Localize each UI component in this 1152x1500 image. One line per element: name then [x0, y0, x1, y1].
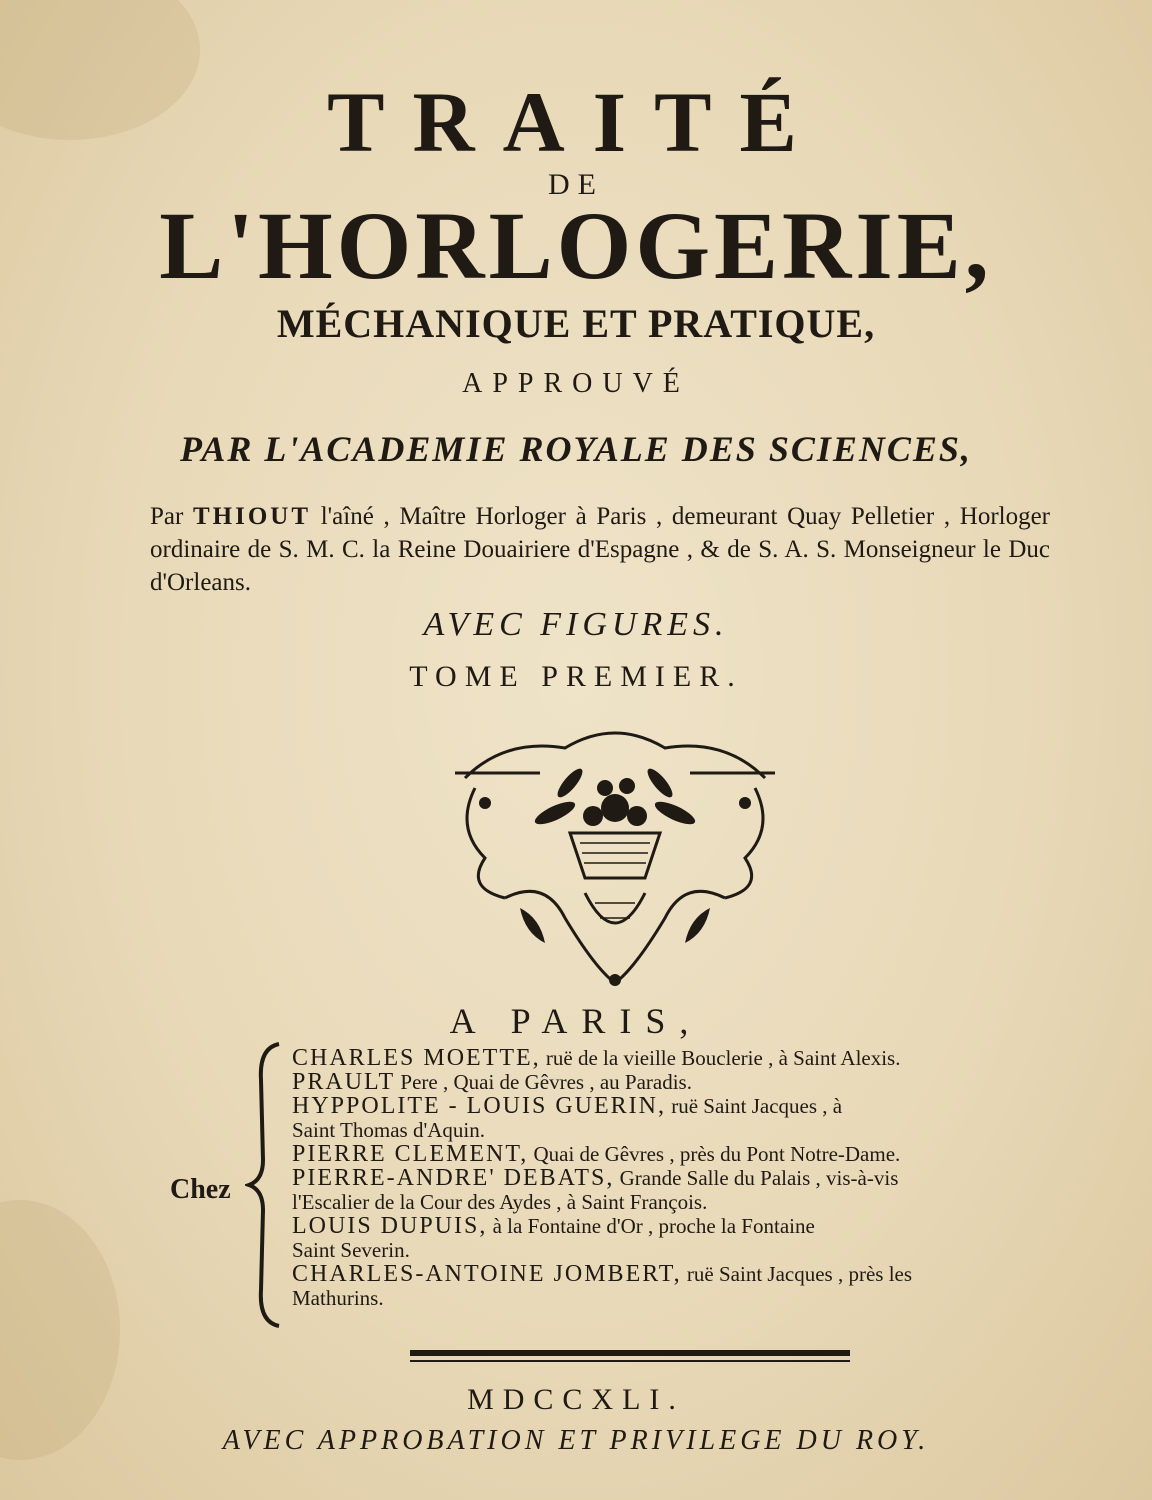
curly-brace	[245, 1040, 285, 1330]
imprint-city: A PARIS,	[449, 1001, 703, 1041]
seller-entry: LOUIS DUPUIS, à la Fontaine d'Or , proche la Fontaine	[292, 1213, 815, 1239]
title-horlogerie: L'HORLOGERIE,	[159, 192, 993, 299]
privilege-line: AVEC APPROBATION ET PRIVILEGE DU ROY.	[222, 1425, 930, 1456]
booksellers-list	[292, 1046, 1052, 1310]
approuve-line: APPROUVÉ	[462, 368, 690, 399]
seller-entry: PRAULT Pere , Quai de Gêvres , au Paradis.	[292, 1069, 692, 1095]
seller-entry-continued: Saint Thomas d'Aquin.	[292, 1118, 485, 1142]
seller-entry: PIERRE CLEMENT, Quai de Gêvres , près du Pont Notre-Dame.	[292, 1141, 901, 1167]
paper-stain	[0, 1200, 120, 1460]
chez-label: Chez	[170, 1174, 231, 1205]
imprint-year: MDCCXLI.	[467, 1383, 685, 1416]
seller-entry-continued: Mathurins.	[292, 1286, 384, 1310]
seller-entry: CHARLES MOETTE, ruë de la vieille Bouclerie , à Saint Alexis.	[292, 1045, 901, 1071]
author-name: THIOUT	[193, 503, 312, 530]
subtitle-mechanique: MÉCHANIQUE ET PRATIQUE,	[276, 301, 876, 346]
volume-line: TOME PREMIER.	[409, 660, 743, 693]
author-description: l'aîné , Maître Horloger à Paris , demeurant Quay Pelletier , Horloger ordinaire de S. M. C. la Reine Douairiere d'Espagne , & de S. A. S. Monseigneur le Duc d'Orleans.	[150, 503, 1051, 596]
title-de: DE	[548, 168, 604, 201]
seller-entry: CHARLES-ANTOINE JOMBERT, ruë Saint Jacques , près les	[292, 1261, 913, 1287]
title-traite: TRAITÉ	[327, 74, 825, 170]
seller-entry: PIERRE-ANDRE' DEBATS, Grande Salle du Palais , vis-à-vis	[292, 1165, 899, 1191]
author-prefix: Par	[150, 503, 184, 530]
printers-ornament-vignette	[445, 718, 785, 988]
double-rule	[410, 1350, 850, 1364]
seller-entry: HYPPOLITE - LOUIS GUERIN, ruë Saint Jacques , à	[292, 1093, 843, 1119]
author-block	[150, 500, 1050, 599]
seller-entry-continued: Saint Severin.	[292, 1238, 410, 1262]
academie-line: PAR L'ACADEMIE ROYALE DES SCIENCES,	[180, 429, 972, 469]
seller-entry-continued: l'Escalier de la Cour des Aydes , à Saint François.	[292, 1190, 708, 1214]
figures-line: AVEC FIGURES.	[423, 606, 729, 643]
